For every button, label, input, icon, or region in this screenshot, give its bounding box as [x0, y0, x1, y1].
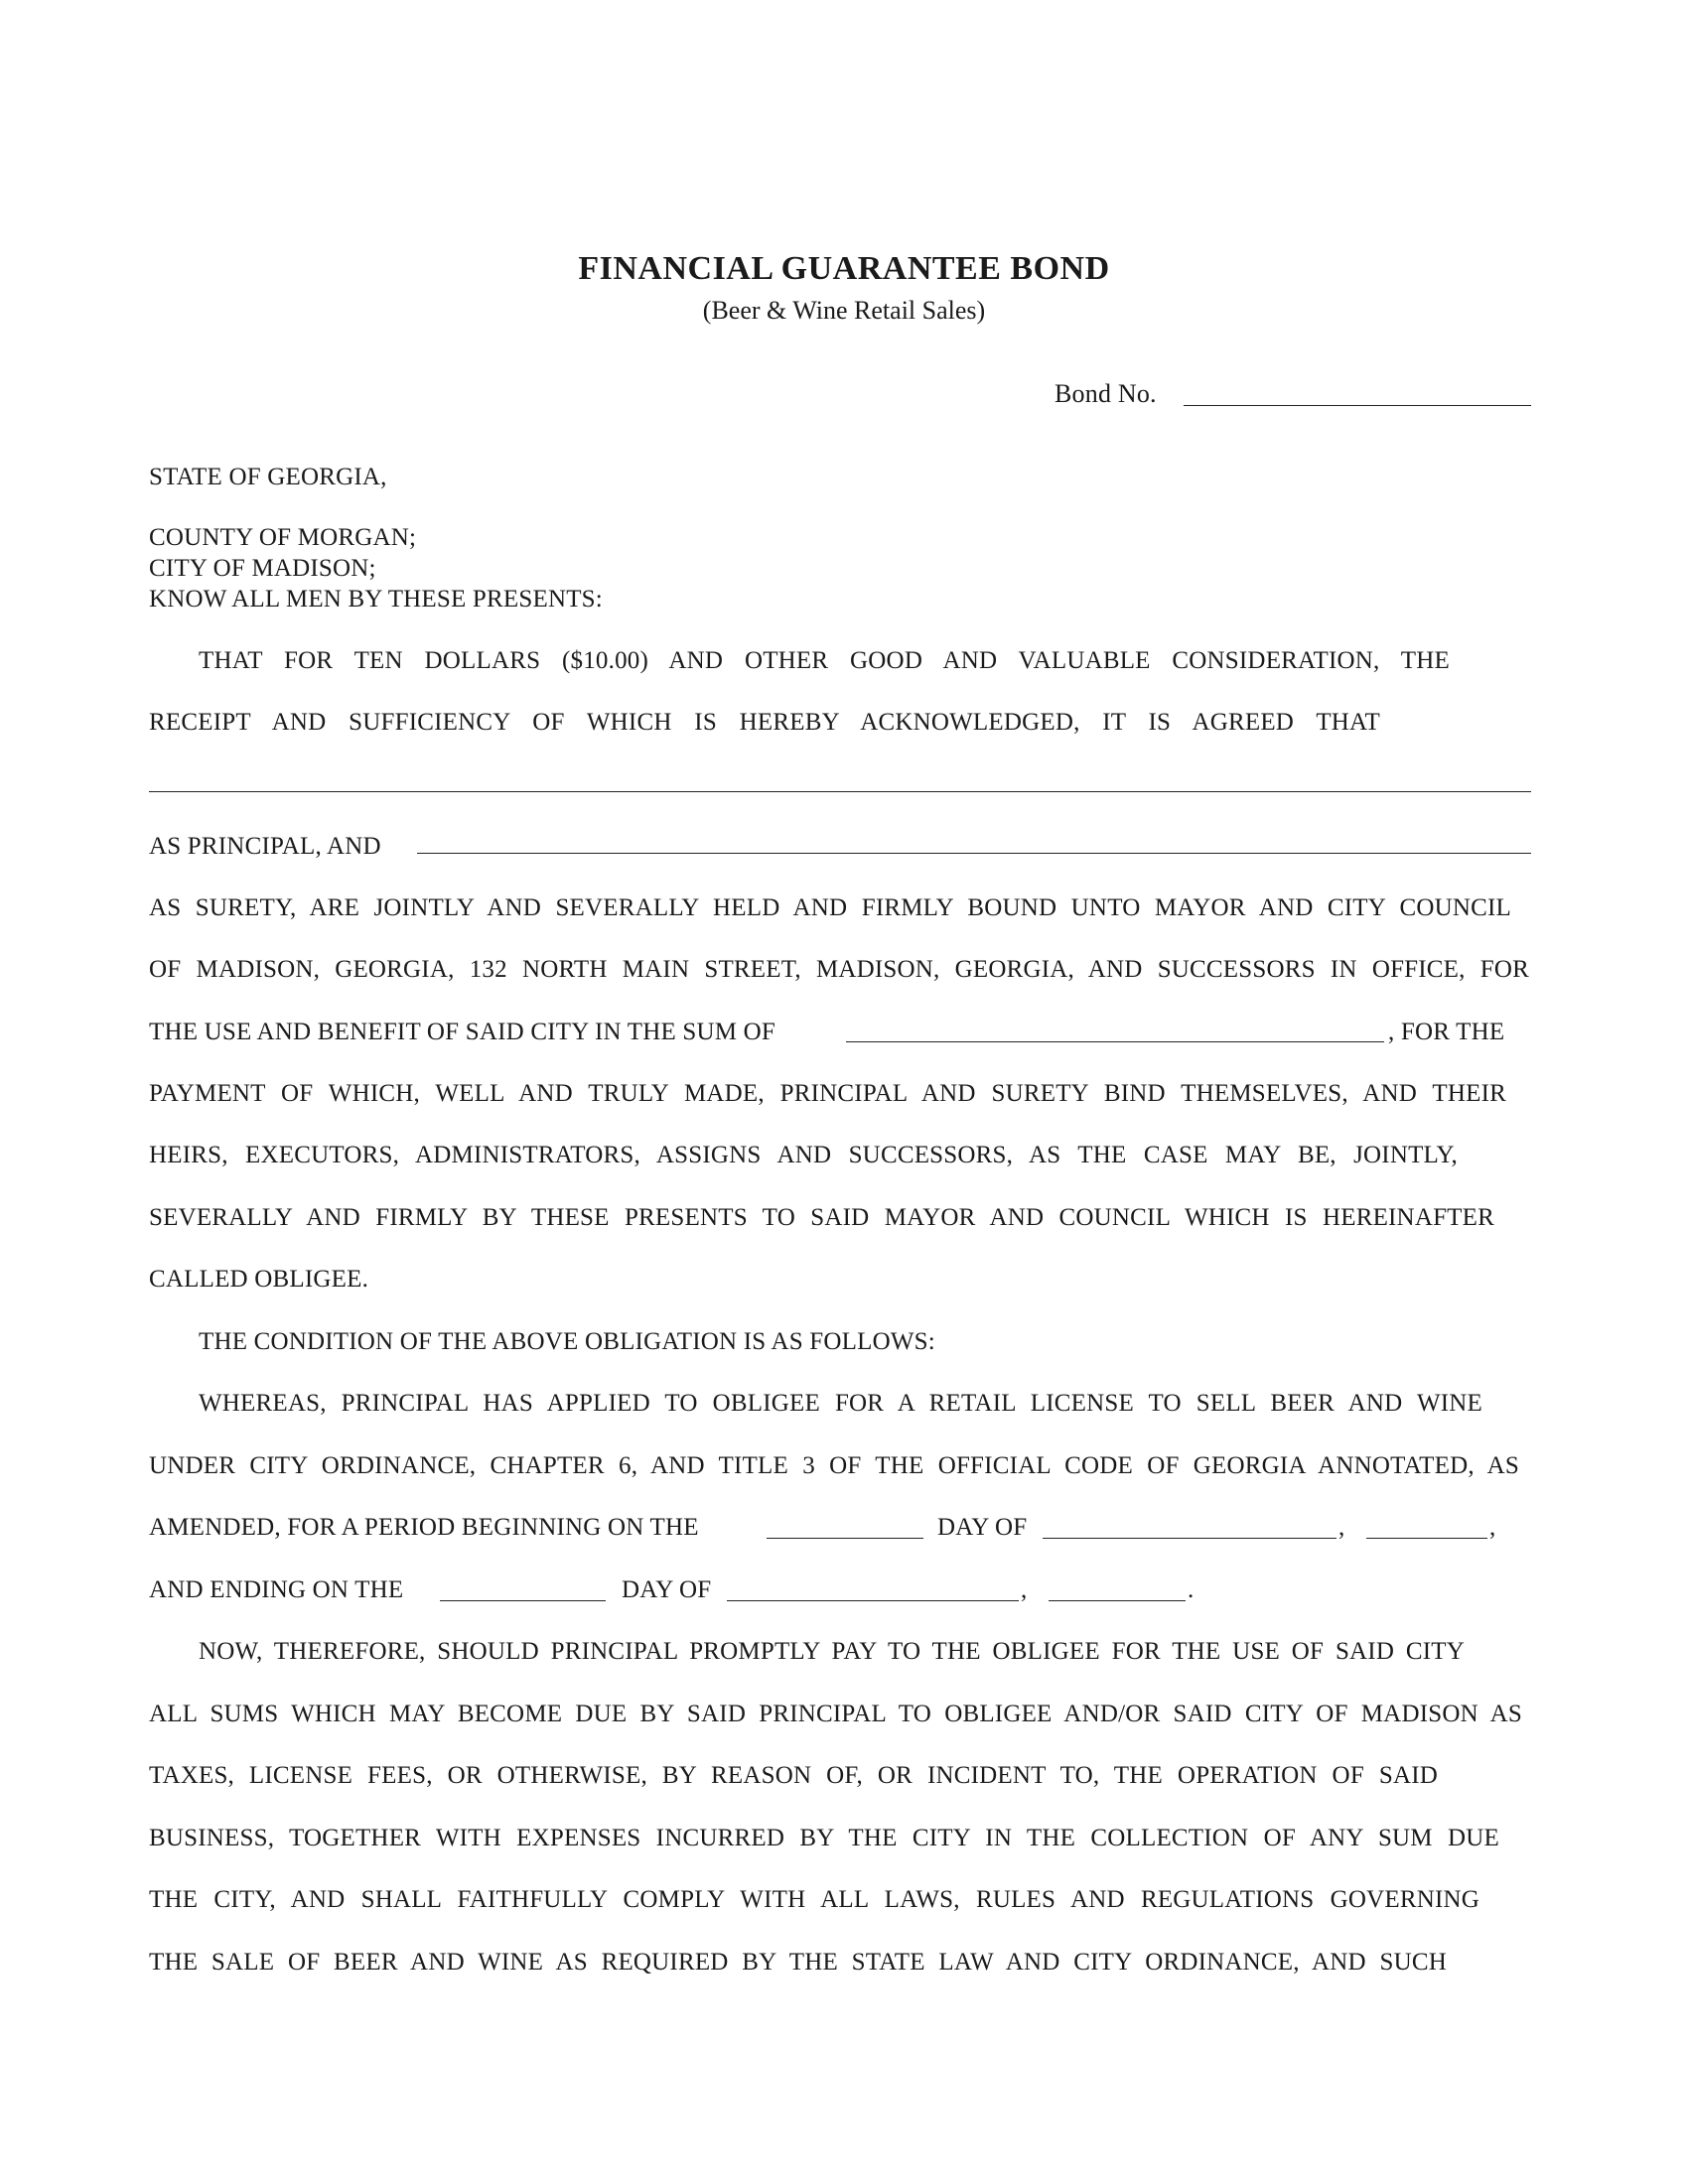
para2-line2: OF MADISON, GEORGIA, 132 NORTH MAIN STREET, MADISON, GEORGIA, AND SUCCESSORS IN OFFICE, FOR [149, 956, 1529, 983]
bond-no-label: Bond No. [1055, 379, 1157, 408]
now-therefore-line1: NOW, THEREFORE, SHOULD PRINCIPAL PROMPTLY PAY TO THE OBLIGEE FOR THE USE OF SAID CITY [199, 1638, 1465, 1665]
para2-line7: CALLED OBLIGEE. [149, 1266, 369, 1293]
whereas-line3-start: AMENDED, FOR A PERIOD BEGINNING ON THE [149, 1514, 699, 1541]
now-therefore-line3: TAXES, LICENSE FEES, OR OTHERWISE, BY REASON OF, OR INCIDENT TO, THE OPERATION OF SAID [149, 1762, 1438, 1789]
now-therefore-line4: BUSINESS, TOGETHER WITH EXPENSES INCURRED BY THE CITY IN THE COLLECTION OF ANY SUM DUE [149, 1825, 1499, 1851]
principal-label: AS PRINCIPAL, AND [149, 833, 381, 860]
now-therefore-line6: THE SALE OF BEER AND WINE AS REQUIRED BY THE STATE LAW AND CITY ORDINANCE, AND SUCH [149, 1949, 1447, 1976]
state-line: STATE OF GEORGIA, [149, 464, 387, 490]
principal-name-field[interactable] [149, 791, 1531, 792]
end-month-field[interactable] [727, 1600, 1019, 1601]
city-line: CITY OF MADISON; [149, 555, 376, 582]
begin-comma: , [1338, 1514, 1345, 1541]
bond-no-field[interactable] [1184, 405, 1531, 406]
para2-line6: SEVERALLY AND FIRMLY BY THESE PRESENTS TO SAID MAYOR AND COUNCIL WHICH IS HEREINAFTER [149, 1204, 1494, 1231]
para2-line4: PAYMENT OF WHICH, WELL AND TRULY MADE, PRINCIPAL AND SURETY BIND THEMSELVES, AND THEIR [149, 1080, 1506, 1107]
end-day-of-label: DAY OF [622, 1576, 712, 1603]
para2-line3-start: THE USE AND BENEFIT OF SAID CITY IN THE SUM OF [149, 1019, 775, 1045]
begin-month-field[interactable] [1043, 1538, 1336, 1539]
bond-sum-field[interactable] [846, 1041, 1384, 1042]
document-title: FINANCIAL GUARANTEE BOND [578, 250, 1110, 287]
now-therefore-line5: THE CITY, AND SHALL FAITHFULLY COMPLY WITH ALL LAWS, RULES AND REGULATIONS GOVERNING [149, 1886, 1479, 1913]
whereas-line4-start: AND ENDING ON THE [149, 1576, 404, 1603]
para1-line2: RECEIPT AND SUFFICIENCY OF WHICH IS HEREBY ACKNOWLEDGED, IT IS AGREED THAT [149, 709, 1380, 736]
para1-line1: THAT FOR TEN DOLLARS ($10.00) AND OTHER GOOD AND VALUABLE CONSIDERATION, THE [199, 647, 1450, 674]
whereas-line2: UNDER CITY ORDINANCE, CHAPTER 6, AND TITLE 3 OF THE OFFICIAL CODE OF GEORGIA ANNOTATED, AS [149, 1452, 1519, 1479]
begin-day-field[interactable] [767, 1538, 923, 1539]
para2-line3-end: , FOR THE [1388, 1019, 1505, 1045]
document-subtitle: (Beer & Wine Retail Sales) [702, 296, 986, 325]
para2-line5: HEIRS, EXECUTORS, ADMINISTRATORS, ASSIGNS AND SUCCESSORS, AS THE CASE MAY BE, JOINTLY, [149, 1142, 1458, 1168]
end-year-field[interactable] [1049, 1600, 1186, 1601]
begin-day-of-label: DAY OF [937, 1514, 1028, 1541]
begin-year-field[interactable] [1366, 1538, 1487, 1539]
end-day-field[interactable] [440, 1600, 606, 1601]
surety-name-field[interactable] [417, 853, 1531, 854]
end-period: . [1188, 1576, 1195, 1603]
begin-year-comma: , [1489, 1514, 1496, 1541]
para2-line1: AS SURETY, ARE JOINTLY AND SEVERALLY HELD AND FIRMLY BOUND UNTO MAYOR AND CITY COUNCIL [149, 894, 1511, 921]
know-all-line: KNOW ALL MEN BY THESE PRESENTS: [149, 586, 603, 613]
whereas-line1: WHEREAS, PRINCIPAL HAS APPLIED TO OBLIGEE FOR A RETAIL LICENSE TO SELL BEER AND WINE [199, 1390, 1482, 1417]
now-therefore-line2: ALL SUMS WHICH MAY BECOME DUE BY SAID PRINCIPAL TO OBLIGEE AND/OR SAID CITY OF MADISON AS [149, 1701, 1522, 1727]
county-line: COUNTY OF MORGAN; [149, 524, 417, 551]
end-comma: , [1021, 1576, 1028, 1603]
condition-line: THE CONDITION OF THE ABOVE OBLIGATION IS AS FOLLOWS: [199, 1328, 935, 1355]
